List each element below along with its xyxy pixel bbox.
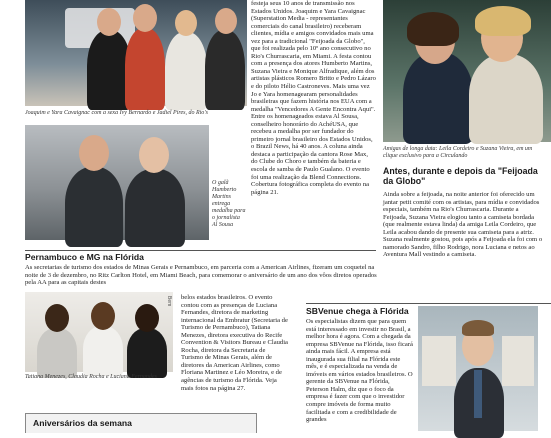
sbvenue-text: Os especialistas dizem que para quem está interessado em investir no Brasil, a melhor hora é agora. Com a chegada da empresa SBVenue na Flórida, isso ficará ainda mais fácil. A empresa está inaugurada sua filial na Flórida este mês, e é especializada na venda de imóveis em vários estados brasileiros. O gerente da SBVenue na Flórida, Peterson Halm, diz que o foco da empresa é fazer com que o investidor compre imóveis de forma muito facilitada e com a credibilidade de grandes bbox=[306, 318, 413, 424]
photo-caption-joaquim-yara: Joaquim e Yara Cavaignac com a sexa Ivy Bernardo e Jadiel Pires, do Rio's bbox=[25, 110, 208, 116]
pernambuco-intro: As secretarias de turismo dos estados de Minas Gerais e Pernambuco, em parceria com a American Airlines, fizeram um coquetel na noite de 3 de dezembro, no Ritz Carlton Hotel, em Miami Beach, para comemorar o aniversário de um ano dos vôos diretos operados pela AA para as capitais destes bbox=[25, 264, 377, 287]
photo-peterson-halm bbox=[418, 306, 538, 431]
section-rule-pernambuco bbox=[25, 250, 376, 251]
sbvenue-poster bbox=[422, 336, 456, 386]
photo-joaquim-yara bbox=[25, 0, 247, 106]
sbvenue-poster bbox=[502, 336, 534, 386]
photo-caption-leila-suzana: Amigas de longa data: Leila Cordeiro e Suzana Vieira, em um clique exclusivo para a Circulando bbox=[383, 146, 533, 159]
anniversaries-title: Aniversários da semana bbox=[33, 418, 132, 428]
center-article-text: festeja seus 10 anos de transmissão nos Estados Unidos. Joaquim e Yara Cavaignac (Superstation Media - representantes comerciais do canal brasileiro) receberam clientes, mídia e amigos convidados mais uma vez para a tradicional "Feijoada da Globo", que foi realizada pelo 10º ano consecutivo no Rio's Churrascaria, em Miami. A festa contou com a presença dos atores Humberto Martins, Suzana Vieira e Monique Alfradique, além dos artistas plásticos Romero Britto e Pedro Lázaro e do piloto Hélio Castroneves. Mais uma vez Jo e Yara homenagearam personalidades brasileiras que fazem história nos EUA com a medalha "Vencedores A Gente Encontra Aqui". Entre os homenageados estava Al Sousa, conselheiro honorário do AchéUSA, que recebeu a medalha por ser fundador do primeiro jornal brasileiro dos Estados Unidos, o Brazil News, há 40 anos. A coluna ainda destaca a participação da cantora Rose Max, do Clube do Choro e também da bateria e escola de samba de Paulo Gualano. O evento foi uma realização da Blend Connections. Cobertura fotográfica completa do evento na página 21. bbox=[251, 0, 376, 196]
photo-caption-tatiana-claudia-luciana: Tatiana Menezes, Claudia Rocha e Luciana Fernandes bbox=[25, 374, 157, 380]
section-title-pernambuco: Pernambuco e MG na Flórida bbox=[25, 252, 144, 262]
pernambuco-column-text: belos estados brasileiros. O evento contou com as presenças de Luciana Fernandes, diretora de marketing internacional da Embratur (Secretaria de Turismo de Pernambuco), Tatiana Menezes, diretora executiva do Recife Convention & Visitors Bureau e Claudia Rocha, diretora da Secretaria de Turismo de Minas Gerais, além de diretores da American Airlines, como Floriana Martinez e Léo Moreira, e de agências de turismo da Flórida. Veja mais fotos na página 27. bbox=[181, 294, 288, 392]
vertical-photo-credit: Bem bbox=[166, 296, 172, 307]
right-article-text: Ainda sobre a feijoada, na noite anterior foi oferecido um jantar petit comité com os artistas, para mídia e convidados especiais, também na Rio's Churrascaria. Durante a Feijoada, Suzana Vieira elogiou tanto a camiseta bordada (que realmente estava linda) da amiga Leila Cordeiro, que Leila acabou dando de presente sua camiseta para a atriz. Suzana realmente gostou, pois após a Feijoada ela foi com o namorado Sandro, filho Rodrigo, nora Luciana e netos ao Aventura Mall vestindo a camiseta. bbox=[383, 191, 543, 259]
side-caption-humberto: O galã Humberto Martins entrega medalha para o jornalista Al Sousa bbox=[212, 180, 246, 228]
photo-humberto-medal bbox=[25, 125, 209, 240]
right-article-title: Antes, durante e depois da "Feijoada da Globo" bbox=[383, 166, 538, 186]
section-title-sbvenue: SBVenue chega à Flórida bbox=[306, 306, 409, 316]
section-rule-sbvenue bbox=[306, 303, 551, 304]
photo-leila-suzana bbox=[383, 0, 551, 142]
photo-tatiana-claudia-luciana bbox=[25, 292, 173, 372]
